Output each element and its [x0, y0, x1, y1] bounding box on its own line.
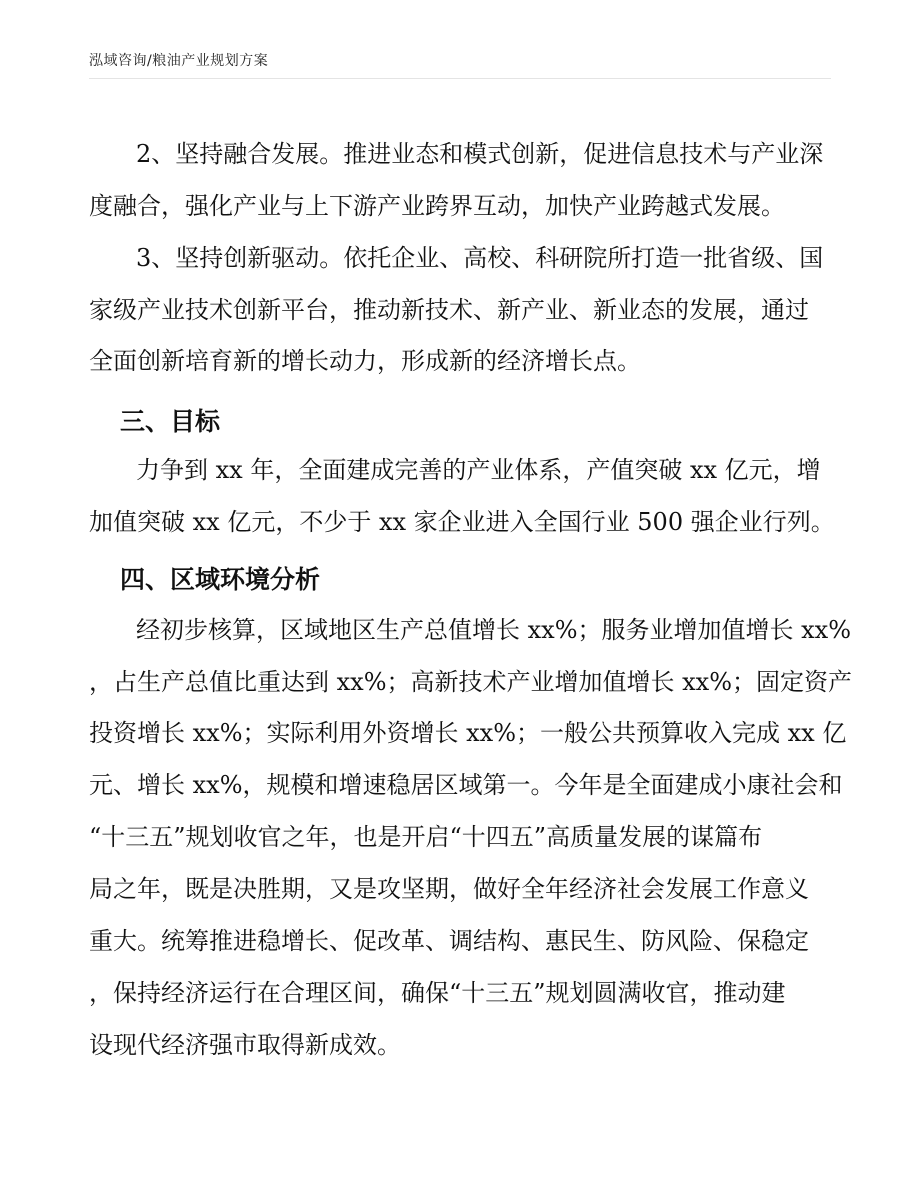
- paragraph-line: ，占生产总值比重达到 xx%；高新技术产业增加值增长 xx%；固定资产: [89, 668, 853, 696]
- paragraph-line: 经初步核算，区域地区生产总值增长 xx%；服务业增加值增长 xx%: [136, 616, 852, 644]
- section-heading-regional-analysis: 四、区域环境分析: [120, 565, 321, 594]
- header-divider: [89, 78, 831, 79]
- paragraph-line: 加值突破 xx 亿元，不少于 xx 家企业进入全国行业 500 强企业行列。: [89, 508, 835, 536]
- paragraph-line: 度融合，强化产业与上下游产业跨界互动，加快产业跨越式发展。: [89, 192, 785, 220]
- paragraph-line: 力争到 xx 年，全面建成完善的产业体系，产值突破 xx 亿元，增: [136, 456, 821, 484]
- section-heading-goals: 三、目标: [120, 407, 221, 436]
- paragraph-line: ，保持经济运行在合理区间，确保“十三五”规划圆满收官，推动建: [89, 979, 786, 1007]
- paragraph-line: 家级产业技术创新平台，推动新技术、新产业、新业态的发展，通过: [89, 296, 809, 324]
- paragraph-line: 设现代经济强市取得新成效。: [89, 1031, 401, 1059]
- paragraph-line: 局之年，既是决胜期，又是攻坚期，做好全年经济社会发展工作意义: [89, 875, 809, 903]
- paragraph-line: “十三五”规划收官之年，也是开启“十四五”高质量发展的谋篇布: [89, 823, 763, 851]
- paragraph-line: 2、坚持融合发展。推进业态和模式创新，促进信息技术与产业深: [136, 140, 824, 168]
- paragraph-line: 全面创新培育新的增长动力，形成新的经济增长点。: [89, 347, 641, 375]
- paragraph-line: 3、坚持创新驱动。依托企业、高校、科研院所打造一批省级、国: [136, 244, 824, 272]
- paragraph-line: 投资增长 xx%；实际利用外资增长 xx%；一般公共预算收入完成 xx 亿: [89, 719, 847, 747]
- document-header: 泓域咨询/粮油产业规划方案: [89, 53, 269, 69]
- paragraph-line: 重大。统筹推进稳增长、促改革、调结构、惠民生、防风险、保稳定: [89, 927, 809, 955]
- paragraph-line: 元、增长 xx%，规模和增速稳居区域第一。今年是全面建成小康社会和: [89, 771, 843, 799]
